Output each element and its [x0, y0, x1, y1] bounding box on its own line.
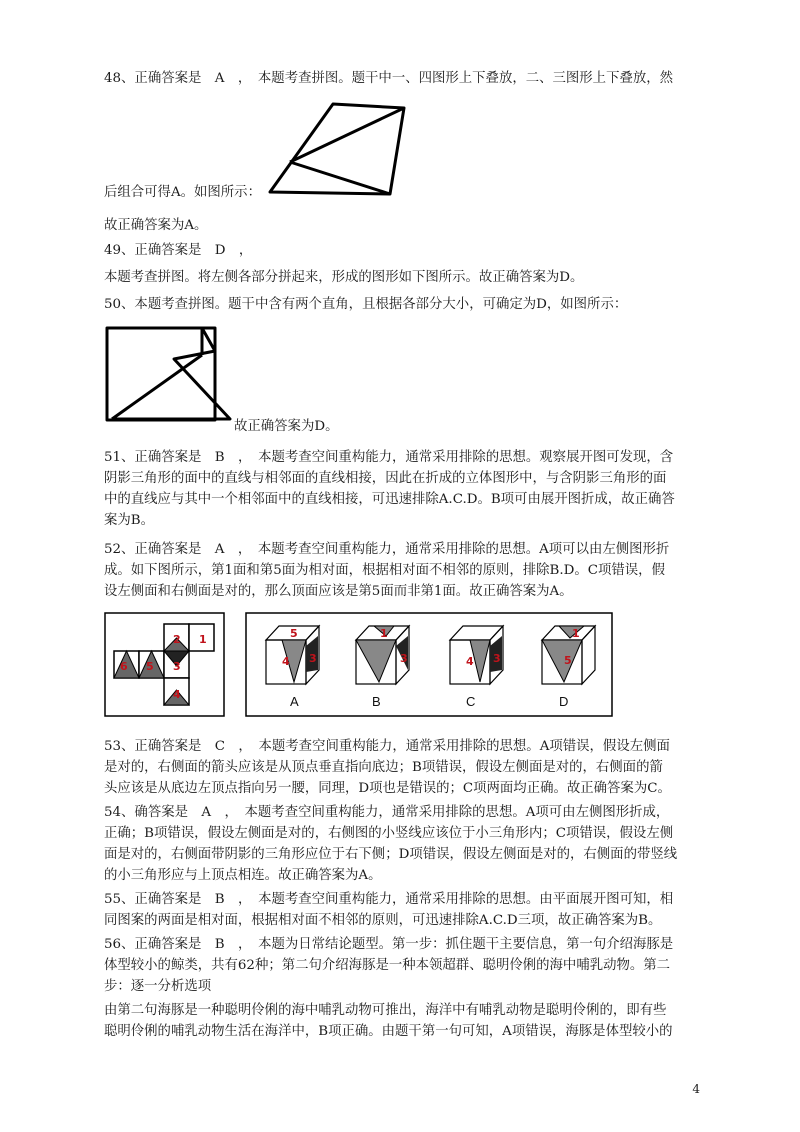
cube-option-a [266, 626, 319, 709]
q53-line-1: 53、正确答案是 C ， 本题考查空间重构能力，通常采用排除的思想。A项错误，假设左侧面 [104, 739, 670, 754]
cube-option-d [542, 626, 595, 709]
q48-line-2: 后组合可得A。如图所示： [104, 185, 261, 200]
q52-figure [104, 612, 614, 718]
q53-line-3: 头应该是从底边左顶点指向另一腰，同理，D项也是错误的；C项两面均正确。故正确答案为C。 [104, 781, 671, 796]
q51-line-2: 阴影三角形的面中的直线与相邻面的直线相接，因此在折成的立体图形中，与含阴影三角形的面 [104, 471, 667, 486]
net-number-3: 3 [173, 660, 181, 673]
cube-d-number-left: 5 [564, 654, 572, 667]
q51-line-3: 中的直线应与其中一个相邻面中的直线相接，可迅速排除A.C.D。B项可由展开图折成，故正确答 [104, 492, 675, 507]
q55-line-2: 同图案的两面是相对面，根据相对面不相邻的原则，可迅速排除A.C.D三项，故正确答案为B。 [104, 913, 662, 928]
cube-d-number-top: 1 [572, 627, 580, 640]
q52-line-1: 52、正确答案是 A ， 本题考查空间重构能力，通常采用排除的思想。A项可以由左侧图形折 [104, 542, 670, 557]
q48-lower-line [290, 162, 390, 194]
option-label-b: B [372, 694, 381, 709]
cube-option-b [356, 626, 409, 709]
cube-option-c [450, 626, 503, 709]
net-number-4: 4 [173, 688, 181, 701]
q51-line-4: 案为B。 [104, 513, 155, 528]
page-number: 4 [692, 1082, 700, 1096]
q48-line-3: 故正确答案为A。 [104, 218, 208, 233]
option-label-a: A [290, 694, 299, 709]
q50-long-diag [112, 355, 202, 419]
q50-line-2: 故正确答案为D。 [234, 419, 339, 434]
cube-a-number-right: 3 [309, 652, 317, 665]
q55-line-1: 55、正确答案是 B ， 本题考查空间重构能力，通常采用排除的思想。由平面展开图可知，相 [104, 892, 674, 907]
cube-c-number-right: 3 [493, 652, 501, 665]
q50-square [107, 328, 215, 420]
net-number-6: 6 [120, 660, 128, 673]
q56-line-2: 体型较小的鲸类，共有62种；第二句介绍海豚是一种本领超群、聪明伶俐的海中哺乳动物。第二 [104, 958, 671, 973]
q56-line-1: 56、正确答案是 B ， 本题为日常结论题型。第一步：抓住题干主要信息，第一句介绍海豚是 [104, 937, 674, 952]
net-number-5: 5 [146, 660, 154, 673]
q54-line-4: 的小三角形应与上顶点相连。故正确答案为A。 [104, 868, 382, 883]
cube-a-number-left: 4 [282, 655, 290, 668]
q54-line-2: 正确；B项错误，假设左侧面是对的，右侧图的小竖线应该位于小三角形内；C项错误，假设左侧 [104, 826, 674, 841]
q49-line-1: 49、正确答案是 D ， [104, 243, 253, 258]
q52-line-3: 设左侧面和右侧面是对的，那么顶面应该是第5面而非第1面。故正确答案为A。 [104, 584, 573, 599]
cube-a-number-top: 5 [290, 627, 298, 640]
q48-figure [268, 100, 408, 200]
q48-line-1: 48、正确答案是 A ， 本题考查拼图。题干中一、四图形上下叠放，二、三图形上下叠放，然 [104, 71, 674, 86]
q52-line-2: 成。如下图所示，第1面和第5面为相对面，根据相对面不相邻的原则，排除B.D。C项错误，假 [104, 563, 665, 578]
q54-line-1: 54、确答案是 A ， 本题考查空间重构能力，通常采用排除的思想。A项可由左侧图形折成， [104, 805, 670, 820]
q56-line-4: 由第二句海豚是一种聪明伶俐的海中哺乳动物可推出，海洋中有哺乳动物是聪明伶俐的，即有些 [104, 1003, 667, 1018]
option-label-c: C [466, 694, 476, 709]
cube-b-number-top: 1 [380, 627, 388, 640]
net-number-2: 2 [173, 633, 181, 646]
q48-diagonal [290, 108, 404, 162]
option-label-d: D [559, 694, 569, 709]
cube-b-number-right: 3 [400, 652, 408, 665]
q50-folds [107, 328, 230, 419]
q53-line-2: 是对的，右侧面的箭头应该是从顶点垂直指向底边；B项错误，假设左侧面是对的，右侧面的箭 [104, 760, 663, 775]
q56-line-3: 步：逐一分析选项 [104, 979, 212, 994]
q50-figure [104, 325, 234, 425]
q49-line-2: 本题考查拼图。将左侧各部分拼起来，形成的图形如下图所示。故正确答案为D。 [104, 270, 584, 285]
q56-line-5: 聪明伶俐的哺乳动物生活在海洋中，B项正确。由题干第一句可知，A项错误，海豚是体型较小的 [104, 1024, 673, 1039]
q51-line-1: 51、正确答案是 B ， 本题考查空间重构能力，通常采用排除的思想。观察展开图可发现，含 [104, 450, 674, 465]
net-number-1: 1 [199, 633, 207, 646]
cube-c-number-left: 4 [466, 655, 474, 668]
q50-line-1: 50、本题考查拼图。题干中含有两个直角，且根据各部分大小，可确定为D，如图所示： [104, 297, 628, 312]
q54-line-3: 面是对的，右侧面带阴影的三角形应位于右下侧；D项错误，假设左侧面是对的，右侧面的带竖线 [104, 847, 678, 862]
